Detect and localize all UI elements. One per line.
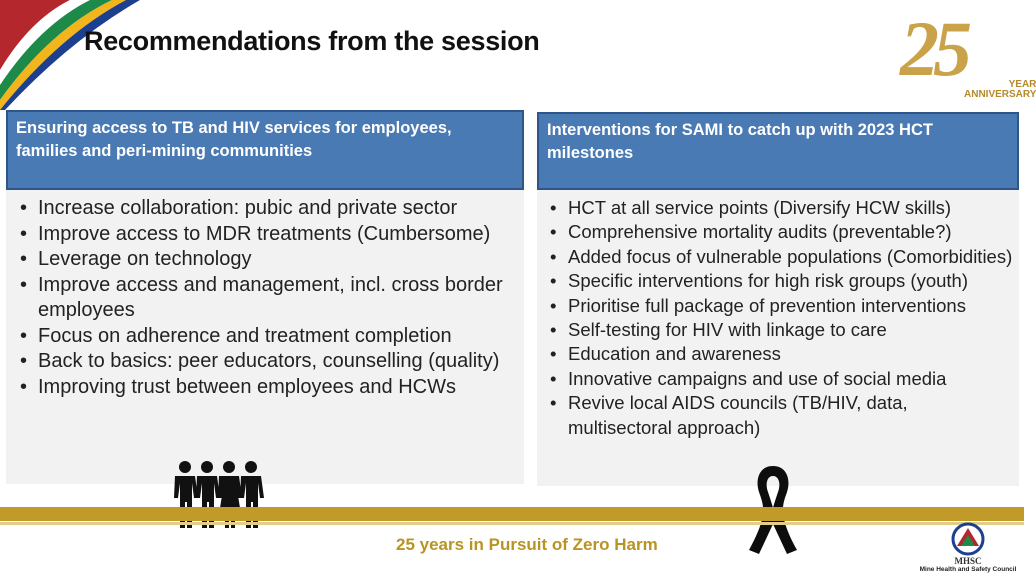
list-item: • Improve access and management, incl. cross border employees <box>14 273 514 324</box>
page-title: Recommendations from the session <box>84 26 540 56</box>
anniversary-logo <box>900 5 1036 102</box>
list-item: • Improve access to MDR treatments (Cumbersome) <box>14 222 514 248</box>
list-item: • Specific interventions for high risk groups (youth) <box>544 269 1014 293</box>
list-item: • Focus on adherence and treatment completion <box>14 324 514 350</box>
list-item: • Prioritise full package of prevention interventions <box>544 294 1014 318</box>
mhsc-logo <box>912 520 1024 576</box>
footer-gold-bar <box>0 507 1024 521</box>
list-item: • HCT at all service points (Diversify HCW skills) <box>544 196 1014 220</box>
list-item: • Leverage on technology <box>14 247 514 273</box>
anniversary-label <box>964 80 1036 100</box>
list-item: • Increase collaboration: pubic and private sector <box>14 196 514 222</box>
list-item: • Added focus of vulnerable populations (Comorbidities) <box>544 245 1014 269</box>
list-item: • Improving trust between employees and HCWs <box>14 375 514 401</box>
anniversary-line1: YEAR <box>1008 79 1036 90</box>
list-item: • Back to basics: peer educators, counselling (quality) <box>14 349 514 375</box>
list-item: • Education and awareness <box>544 342 1014 366</box>
mhsc-logo-icon <box>951 522 985 556</box>
list-item: • Revive local AIDS councils (TB/HIV, data, multisectoral approach) <box>544 391 1014 440</box>
right-interventions-list <box>544 196 1014 440</box>
left-panel-heading: Ensuring access to TB and HIV services for employees, families and peri-mining communities <box>6 110 524 190</box>
footer-gold-line <box>0 522 1024 525</box>
left-recommendations-list <box>14 196 514 400</box>
right-panel-heading: Interventions for SAMI to catch up with 2023 HCT milestones <box>537 112 1019 190</box>
list-item: • Comprehensive mortality audits (preventable?) <box>544 220 1014 244</box>
org-name: Mine Health and Safety Council <box>919 566 1017 573</box>
anniversary-number: 25 <box>900 5 966 92</box>
list-item: • Innovative campaigns and use of social media <box>544 367 1014 391</box>
org-abbreviation: MHSC <box>954 556 982 566</box>
anniversary-line2: ANNIVERSARY <box>964 89 1036 100</box>
footer-tagline: 25 years in Pursuit of Zero Harm <box>396 535 658 554</box>
list-item: • Self-testing for HIV with linkage to care <box>544 318 1014 342</box>
